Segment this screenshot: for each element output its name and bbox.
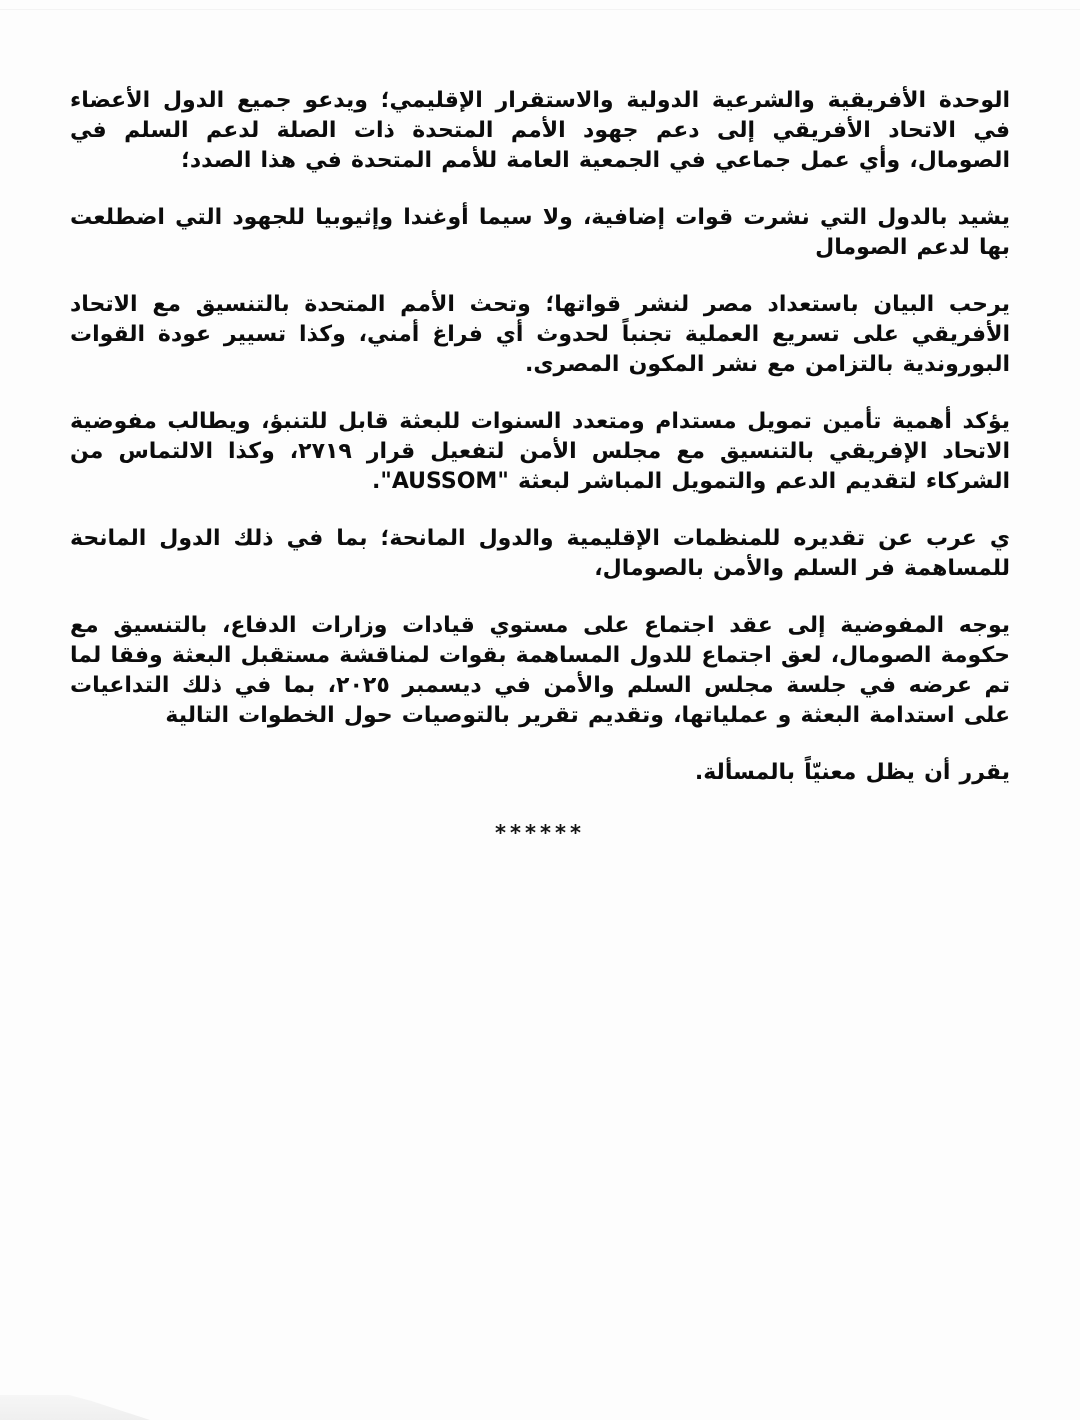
page-curl-shadow xyxy=(0,1395,150,1420)
paragraph-4: يؤكد أهمية تأمين تمويل مستدام ومتعدد السنوات للبعثة قابل للتنبؤ، ويطالب مفوضية الاتحاد الإفريقي بالتنسيق مع مجلس الأمن لتفعيل قرار ٢٧١٩، وكذا الالتماس من الشركاء لتقديم الدعم والتمويل المباشر لبعثة "AUSSOM". xyxy=(70,409,1010,494)
paragraph-6: يوجه المفوضية إلى عقد اجتماع على مستوي قيادات وزارات الدفاع، بالتنسيق مع حكومة الصومال، لعق اجتماع للدول المساهمة بقوات لمناقشة مستقبل البعثة وفقا لما تم عرضه في جلسة مجلس السلم والأمن في ديسمبر ٢٠٢٥، بما في ذلك التداعيات على استدامة البعثة و عملياتها، وتقديم تقرير بالتوصيات حول الخطوات التالية xyxy=(70,613,1011,728)
paragraph-5: ي عرب عن تقديره للمنظمات الإقليمية والدول المانحة؛ بما في ذلك الدول المانحة للمساهمة فر السلم والأمن بالصومال، xyxy=(70,526,1010,581)
scan-edge-line xyxy=(0,9,1080,10)
paragraph-2: يشيد بالدول التي نشرت قوات إضافية، ولا سيما أوغندا وإثيوبيا للجهود التي اضطلعت بها لدعم الصومال xyxy=(70,205,1010,260)
document-text-block xyxy=(70,86,1010,845)
asterisk-separator: ****** xyxy=(495,821,585,845)
paragraph-3: يرحب البيان باستعداد مصر لنشر قواتها؛ وتحث الأمم المتحدة بالتنسيق مع الاتحاد الأفريقي على تسريع العملية تجنباً لحدوث أي فراغ أمني، وكذا تسيير عودة القوات البوروندية بالتزامن مع نشر المكون المصرى. xyxy=(70,292,1010,377)
paragraph-7: يقرر أن يظل معنيّاً بالمسألة. xyxy=(694,760,1010,785)
paragraph-1: الوحدة الأفريقية والشرعية الدولية والاستقرار الإقليمي؛ ويدعو جميع الدول الأعضاء في الاتحاد الأفريقي إلى دعم جهود الأمم المتحدة ذات الصلة لدعم السلم في الصومال، وأي عمل جماعي في الجمعية العامة للأمم المتحدة في هذا الصدد؛ xyxy=(70,88,1010,173)
